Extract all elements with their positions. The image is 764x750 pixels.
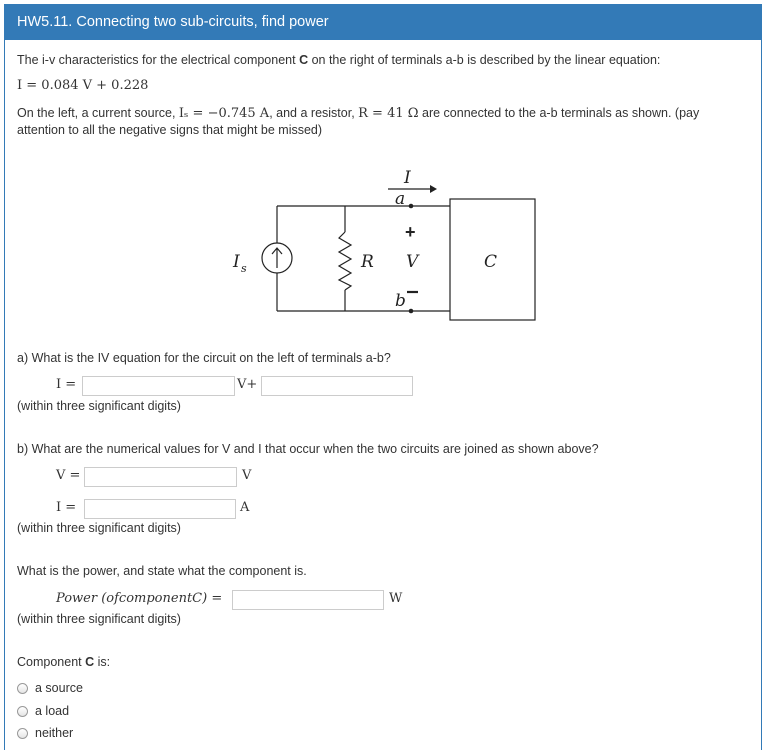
text: , and a resistor, (269, 106, 359, 120)
resistor-equation: R = 41 Ω (358, 106, 419, 121)
part-a-lhs: I = (56, 377, 77, 392)
text: On the left, a current source, (17, 106, 179, 120)
source-arrow-icon (272, 248, 282, 268)
plus-sign: + (405, 222, 416, 242)
text: are connected to the a-b terminals as shown. (pay (418, 106, 700, 120)
intro-line-3: attention to all the negative signs that might be missed) (17, 123, 323, 137)
resistor-symbol (339, 232, 351, 290)
node-b-label: b (395, 291, 406, 311)
text: is: (94, 655, 111, 669)
intro-text-end: on the right of terminals a-b is described by the linear equation: (308, 53, 661, 67)
intro-text: The i-v characteristics for the electrical component (17, 53, 300, 67)
voltage-label: V (406, 252, 419, 272)
part-b-note: (within three significant digits) (17, 521, 181, 535)
text: Component (17, 655, 86, 669)
power-unit: W (389, 591, 403, 606)
option-load-label[interactable]: a load (35, 704, 70, 718)
radio-load[interactable] (17, 706, 28, 717)
option-neither-label[interactable]: neither (35, 726, 74, 740)
current-label: I (404, 168, 411, 188)
part-b-question: b) What are the numerical values for V and I that occur when the two circuits are joined as shown above? (17, 442, 599, 456)
part-b-i-unit: A (240, 500, 250, 515)
part-a-note: (within three significant digits) (17, 399, 181, 413)
source-label: I (233, 252, 240, 272)
radio-neither[interactable] (17, 728, 28, 739)
part-a-slope-input[interactable] (82, 376, 235, 396)
part-b-v-lhs: V = (56, 468, 81, 483)
option-source-label[interactable]: a source (35, 681, 83, 695)
power-lhs: Power (ofcomponentC) = (56, 591, 223, 606)
part-a-intercept-input[interactable] (261, 376, 413, 396)
source-subscript: s (241, 262, 247, 275)
component-label: C (484, 252, 498, 272)
power-input[interactable] (232, 590, 384, 610)
part-b-i-input[interactable] (84, 499, 236, 519)
component-name: C (299, 53, 309, 67)
part-a-question: a) What is the IV equation for the circuit on the left of terminals a-b? (17, 351, 391, 365)
power-note: (within three significant digits) (17, 612, 181, 626)
power-question: What is the power, and state what the component is. (17, 564, 307, 578)
part-b-i-lhs: I = (56, 500, 77, 515)
iv-equation: I = 0.084 V + 0.228 (17, 78, 149, 93)
source-equation: Iₛ = −0.745 A (178, 106, 270, 121)
resistor-label: R (361, 252, 374, 272)
part-a-mid: V+ (237, 377, 258, 392)
part-b-v-input[interactable] (84, 467, 237, 487)
component-choice-label (17, 655, 110, 669)
node-a-label: a (395, 189, 406, 209)
circuit-diagram (0, 0, 764, 340)
question-title: HW5.11. Connecting two sub-circuits, find power (5, 5, 761, 40)
component-name: C (85, 655, 95, 669)
current-arrowhead-icon (430, 185, 437, 193)
terminal-a-dot (409, 204, 414, 209)
terminal-b-dot (409, 309, 414, 314)
radio-source[interactable] (17, 683, 28, 694)
part-b-v-unit: V (242, 468, 252, 483)
